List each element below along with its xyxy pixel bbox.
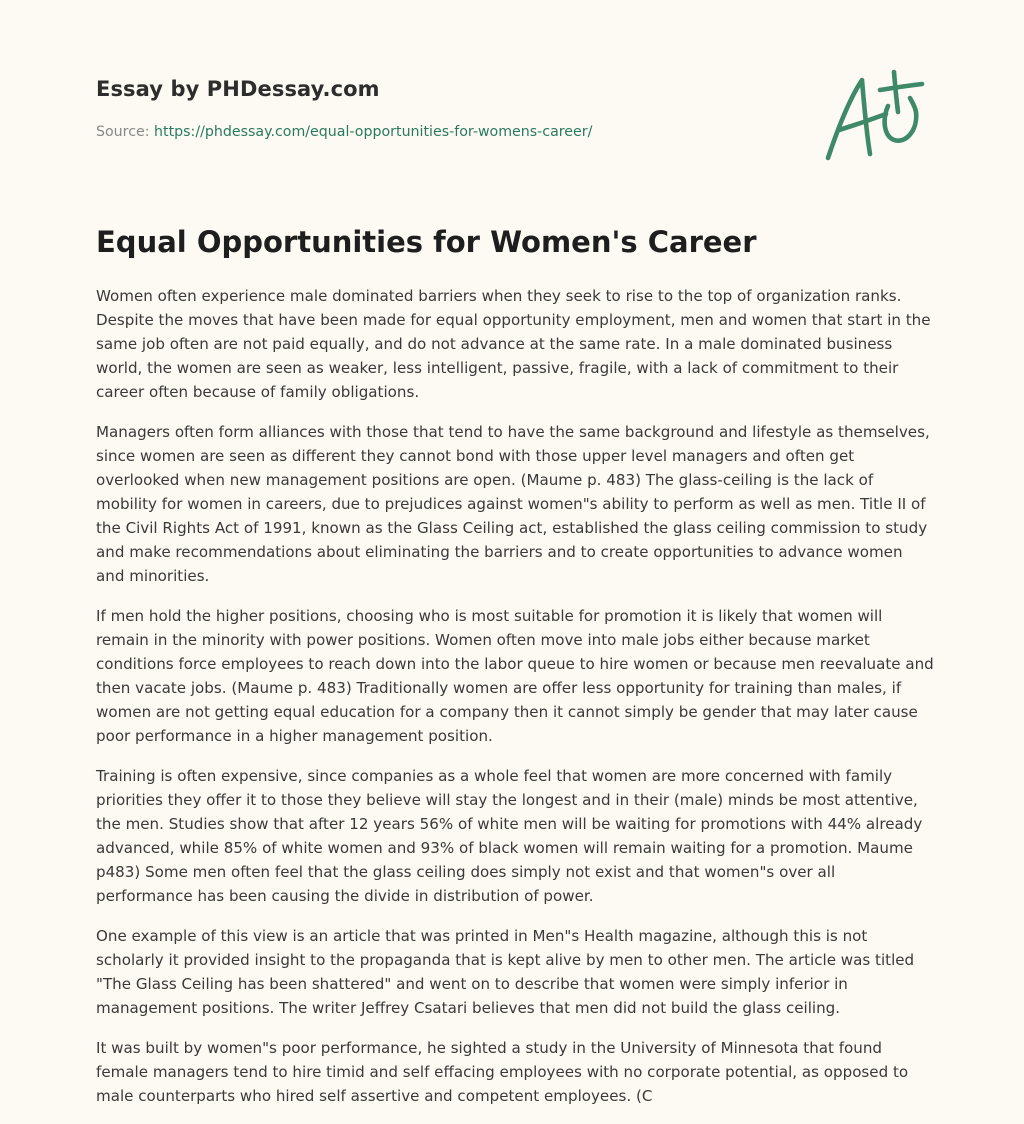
essay-paragraph: If men hold the higher positions, choosing who is most suitable for promotion it is likely that women will remain in the minority with power positions. Women often move into male jobs either because market conditions force employees to reach down into the labor queue to hire women or because men reevaluate and then vacate jobs. (Maume p. 483) Traditionally women are offer less opportunity for training than males, if women are not getting equal education for a company then it cannot simply be gender that may later cause poor performance in a higher management position. [96, 607, 934, 745]
source-link[interactable]: https://phdessay.com/equal-opportunities-for-womens-career/ [154, 124, 593, 140]
essay-paragraph: Managers often form alliances with those that tend to have the same background and lifestyle as themselves, since women are seen as different they cannot bond with those upper level managers and often get overlooked when new management positions are open. (Maume p. 483) The glass-ceiling is the lack of mobility for women in careers, due to prejudices against women"s ability to perform as well as men. Title II of the Civil Rights Act of 1991, known as the Glass Ceiling act, established the glass ceiling commission to study and make recommendations about eliminating the barriers and to create opportunities to advance women and minorities. [96, 423, 930, 585]
source-label: Source: [96, 124, 150, 140]
site-name: Essay by PHDessay.com [96, 77, 380, 101]
essay-paragraph: Women often experience male dominated barriers when they seek to rise to the top of organization ranks. Despite the moves that have been made for equal opportunity employment, men and women that start in the same job often are not paid equally, and do not advance at the same rate. In a male dominated business world, the women are seen as weaker, less intelligent, passive, fragile, with a lack of commitment to their career often because of family obligations. [96, 287, 931, 401]
essay-paragraph: Training is often expensive, since companies as a whole feel that women are more concerned with family priorities they offer it to those they believe will stay the longest and in their (male) minds be most attentive, the men. Studies show that after 12 years 56% of white men will be waiting for promotions with 44% already advanced, while 85% of white women and 93% of black women will remain waiting for a promotion. Maume p483) Some men often feel that the glass ceiling does simply not exist and that women"s over all performance has been causing the divide in distribution of power. [96, 767, 923, 905]
essay-body [96, 284, 934, 1124]
essay-title: Equal Opportunities for Women's Career [96, 225, 757, 259]
a-plus-logo-icon [822, 68, 928, 164]
source-line [96, 124, 592, 140]
essay-paragraph: One example of this view is an article that was printed in Men"s Health magazine, although this is not scholarly it provided insight to the propaganda that is kept alive by men to other men. The article was titled "The Glass Ceiling has been shattered" and went on to describe that women were simply inferior in management positions. The writer Jeffrey Csatari believes that men did not build the glass ceiling. [96, 927, 915, 1017]
essay-paragraph: It was built by women"s poor performance, he sighted a study in the University of Minnesota that found female managers tend to hire timid and self effacing employees with no corporate potential, as opposed to male counterparts who hired self assertive and competent employees. (C [96, 1039, 909, 1105]
a-plus-logo-graphic [822, 68, 928, 164]
